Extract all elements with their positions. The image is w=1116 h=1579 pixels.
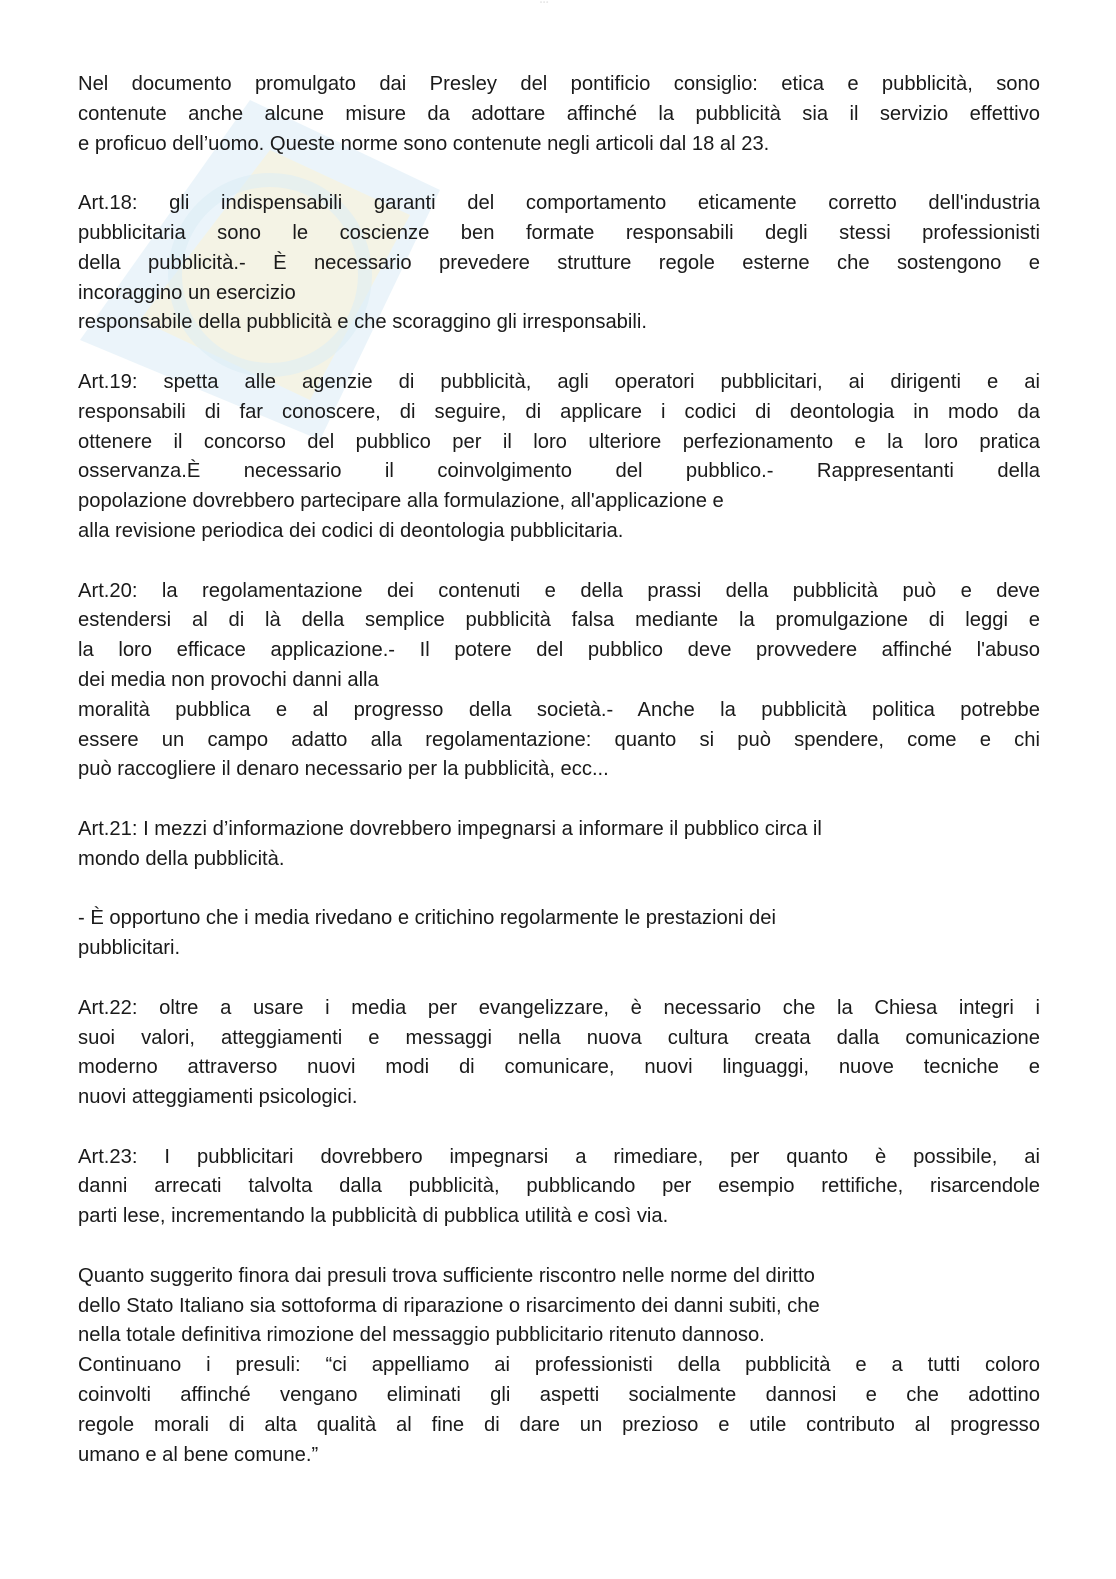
text-line: alla revisione periodica dei codici di deontologia pubblicitaria. (78, 519, 624, 542)
text-line: pubblicitari. (78, 937, 181, 960)
text-line: danni arrecati talvolta dalla pubblicità, pubblicando per esempio rettifiche, risarcendole (78, 1175, 1040, 1198)
paragraph-art23 (78, 1143, 1040, 1232)
text-line: osservanza.È necessario il coinvolgimento del pubblico.- Rappresentanti della (78, 460, 1040, 483)
text-line: dello Stato Italiano sia sottoforma di riparazione o risarcimento dei danni subiti, che (78, 1294, 820, 1317)
text-line: coinvolti affinché vengano eliminati gli aspetti socialmente dannosi e che adottino (78, 1384, 1040, 1407)
paragraph-art19 (78, 368, 1040, 547)
text-line: Art.21: I mezzi d’informazione dovrebbero impegnarsi a informare il pubblico circa il (78, 817, 822, 840)
text-line: e proficuo dell’uomo. Queste norme sono contenute negli articoli dal 18 al 23. (78, 132, 770, 155)
text-line: Art.18: gli indispensabili garanti del comportamento eticamente corretto dell'industria (78, 192, 1040, 215)
text-line: la loro efficace applicazione.- Il potere del pubblico deve provvedere affinché l'abuso (78, 639, 1040, 662)
text-line: regole morali di alta qualità al fine di dare un prezioso e utile contributo al progresso (78, 1413, 1040, 1436)
text-line: Art.22: oltre a usare i media per evangelizzare, è necessario che la Chiesa integri i (78, 996, 1040, 1019)
text-line: suoi valori, atteggiamenti e messaggi nella nuova cultura creata dalla comunicazione (78, 1026, 1040, 1049)
text-line: responsabile della pubblicità e che scoraggino gli irresponsabili. (78, 311, 647, 334)
text-line: dei media non provochi danni alla (78, 668, 379, 691)
text-line: parti lese, incrementando la pubblicità di pubblica utilità e così via. (78, 1205, 669, 1228)
text-line: Art.20: la regolamentazione dei contenuti e della prassi della pubblicità può e deve (78, 579, 1040, 602)
text-line: contenute anche alcune misure da adottare affinché la pubblicità sia il servizio effettivo (78, 102, 1040, 125)
text-line: nella totale definitiva rimozione del messaggio pubblicitario ritenuto dannoso. (78, 1324, 765, 1347)
text-line: incoraggino un esercizio (78, 281, 296, 304)
text-line: pubblicitaria sono le coscienze ben formate responsabili degli stessi professionisti (78, 221, 1040, 244)
paragraph-art22 (78, 994, 1040, 1113)
text-line: - È opportuno che i media rivedano e critichino regolarmente le prestazioni dei (78, 907, 776, 930)
text-line: moralità pubblica e al progresso della società.- Anche la pubblicità politica potrebbe (78, 698, 1040, 721)
text-line: Continuano i presuli: “ci appelliamo ai professionisti della pubblicità e a tutti coloro (78, 1354, 1040, 1377)
text-line: ottenere il concorso del pubblico per il loro ulteriore perfezionamento e la loro pratica (78, 430, 1040, 453)
page-header-mark: ▫▫▫ (540, 0, 550, 6)
paragraph-intro (78, 70, 1040, 159)
text-line: responsabili di far conoscere, di seguire, di applicare i codici di deontologia in modo da (78, 400, 1040, 423)
text-line: Quanto suggerito finora dai presuli trova sufficiente riscontro nelle norme del diritto (78, 1264, 815, 1287)
text-line: Nel documento promulgato dai Presley del pontificio consiglio: etica e pubblicità, sono (78, 73, 1040, 95)
paragraph-art20 (78, 577, 1040, 786)
document-body (78, 70, 1040, 1500)
text-line: moderno attraverso nuovi modi di comunicare, nuovi linguaggi, nuove tecniche e (78, 1056, 1040, 1079)
text-line: nuovi atteggiamenti psicologici. (78, 1086, 358, 1109)
text-line: può raccogliere il denaro necessario per la pubblicità, ecc... (78, 758, 609, 781)
paragraph-conclusion (78, 1262, 1040, 1471)
text-line: estendersi al di là della semplice pubblicità falsa mediante la promulgazione di leggi e (78, 609, 1040, 632)
text-line: della pubblicità.- È necessario prevedere strutture regole esterne che sostengono e (78, 251, 1040, 274)
paragraph-art21 (78, 815, 1040, 875)
text-line: mondo della pubblicità. (78, 847, 285, 870)
text-line: umano e al bene comune.” (78, 1443, 319, 1466)
text-line: popolazione dovrebbero partecipare alla formulazione, all'applicazione e (78, 490, 724, 513)
paragraph-art18 (78, 189, 1040, 338)
paragraph-art21b (78, 904, 1040, 964)
text-line: Art.23: I pubblicitari dovrebbero impegnarsi a rimediare, per quanto è possibile, ai (78, 1145, 1040, 1168)
text-line: essere un campo adatto alla regolamentazione: quanto si può spendere, come e chi (78, 728, 1040, 751)
text-line: Art.19: spetta alle agenzie di pubblicità, agli operatori pubblicitari, ai dirigenti e ai (78, 370, 1040, 393)
